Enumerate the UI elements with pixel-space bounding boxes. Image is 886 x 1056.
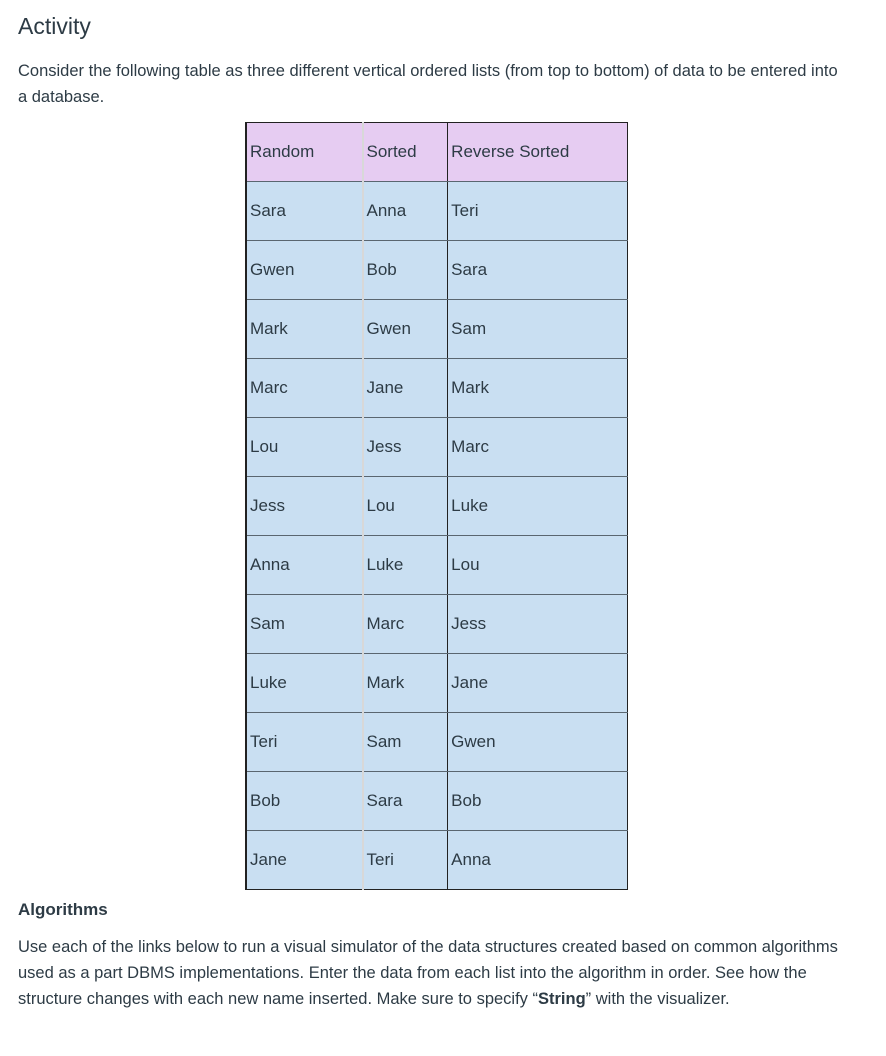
cell-sorted: Sam: [363, 713, 448, 772]
cell-reverse-sorted: Bob: [448, 772, 628, 831]
cell-sorted: Marc: [363, 595, 448, 654]
cell-reverse-sorted: Anna: [448, 831, 628, 890]
table-row: [246, 536, 628, 595]
cell-random: Marc: [246, 359, 363, 418]
cell-random: Luke: [246, 654, 363, 713]
algorithms-text-after: ” with the visualizer.: [585, 990, 730, 1008]
cell-sorted: Mark: [363, 654, 448, 713]
cell-sorted: Lou: [363, 477, 448, 536]
table-header-row: [246, 123, 628, 182]
cell-reverse-sorted: Sam: [448, 300, 628, 359]
data-lists-table: [245, 122, 628, 890]
header-reverse-sorted: Reverse Sorted: [448, 123, 628, 182]
cell-reverse-sorted: Mark: [448, 359, 628, 418]
table-row: [246, 654, 628, 713]
cell-sorted: Teri: [363, 831, 448, 890]
cell-reverse-sorted: Jane: [448, 654, 628, 713]
data-lists-table-container: [245, 122, 628, 890]
cell-random: Jane: [246, 831, 363, 890]
cell-sorted: Gwen: [363, 300, 448, 359]
cell-sorted: Anna: [363, 182, 448, 241]
cell-reverse-sorted: Teri: [448, 182, 628, 241]
cell-sorted: Sara: [363, 772, 448, 831]
table-row: [246, 241, 628, 300]
cell-random: Sam: [246, 595, 363, 654]
cell-reverse-sorted: Lou: [448, 536, 628, 595]
table-row: [246, 359, 628, 418]
cell-random: Teri: [246, 713, 363, 772]
algorithms-emphasis: String: [538, 990, 586, 1008]
header-sorted: Sorted: [363, 123, 448, 182]
table-row: [246, 477, 628, 536]
cell-reverse-sorted: Sara: [448, 241, 628, 300]
cell-random: Lou: [246, 418, 363, 477]
algorithms-text-before: Use each of the links below to run a visual simulator of the data structures created based on common algorithms used as a part DBMS implementations. Enter the data from each list into the algorithm in order. See how the structure changes with each new name inserted. Make sure to specify “: [18, 938, 838, 1008]
cell-reverse-sorted: Luke: [448, 477, 628, 536]
algorithms-paragraph: [18, 934, 868, 1012]
cell-random: Mark: [246, 300, 363, 359]
cell-random: Anna: [246, 536, 363, 595]
cell-reverse-sorted: Jess: [448, 595, 628, 654]
table-row: [246, 418, 628, 477]
table-row: [246, 772, 628, 831]
cell-reverse-sorted: Gwen: [448, 713, 628, 772]
cell-random: Jess: [246, 477, 363, 536]
intro-paragraph: Consider the following table as three different vertical ordered lists (from top to bottom) of data to be entered into a database.: [18, 62, 838, 106]
cell-sorted: Jess: [363, 418, 448, 477]
cell-sorted: Jane: [363, 359, 448, 418]
table-row: [246, 831, 628, 890]
table-row: [246, 595, 628, 654]
cell-reverse-sorted: Marc: [448, 418, 628, 477]
algorithms-heading: Algorithms: [18, 900, 108, 919]
cell-random: Gwen: [246, 241, 363, 300]
page-title: Activity: [18, 13, 91, 39]
table-row: [246, 182, 628, 241]
header-random: Random: [246, 123, 363, 182]
cell-sorted: Bob: [363, 241, 448, 300]
table-row: [246, 713, 628, 772]
table-row: [246, 300, 628, 359]
cell-sorted: Luke: [363, 536, 448, 595]
cell-random: Bob: [246, 772, 363, 831]
cell-random: Sara: [246, 182, 363, 241]
